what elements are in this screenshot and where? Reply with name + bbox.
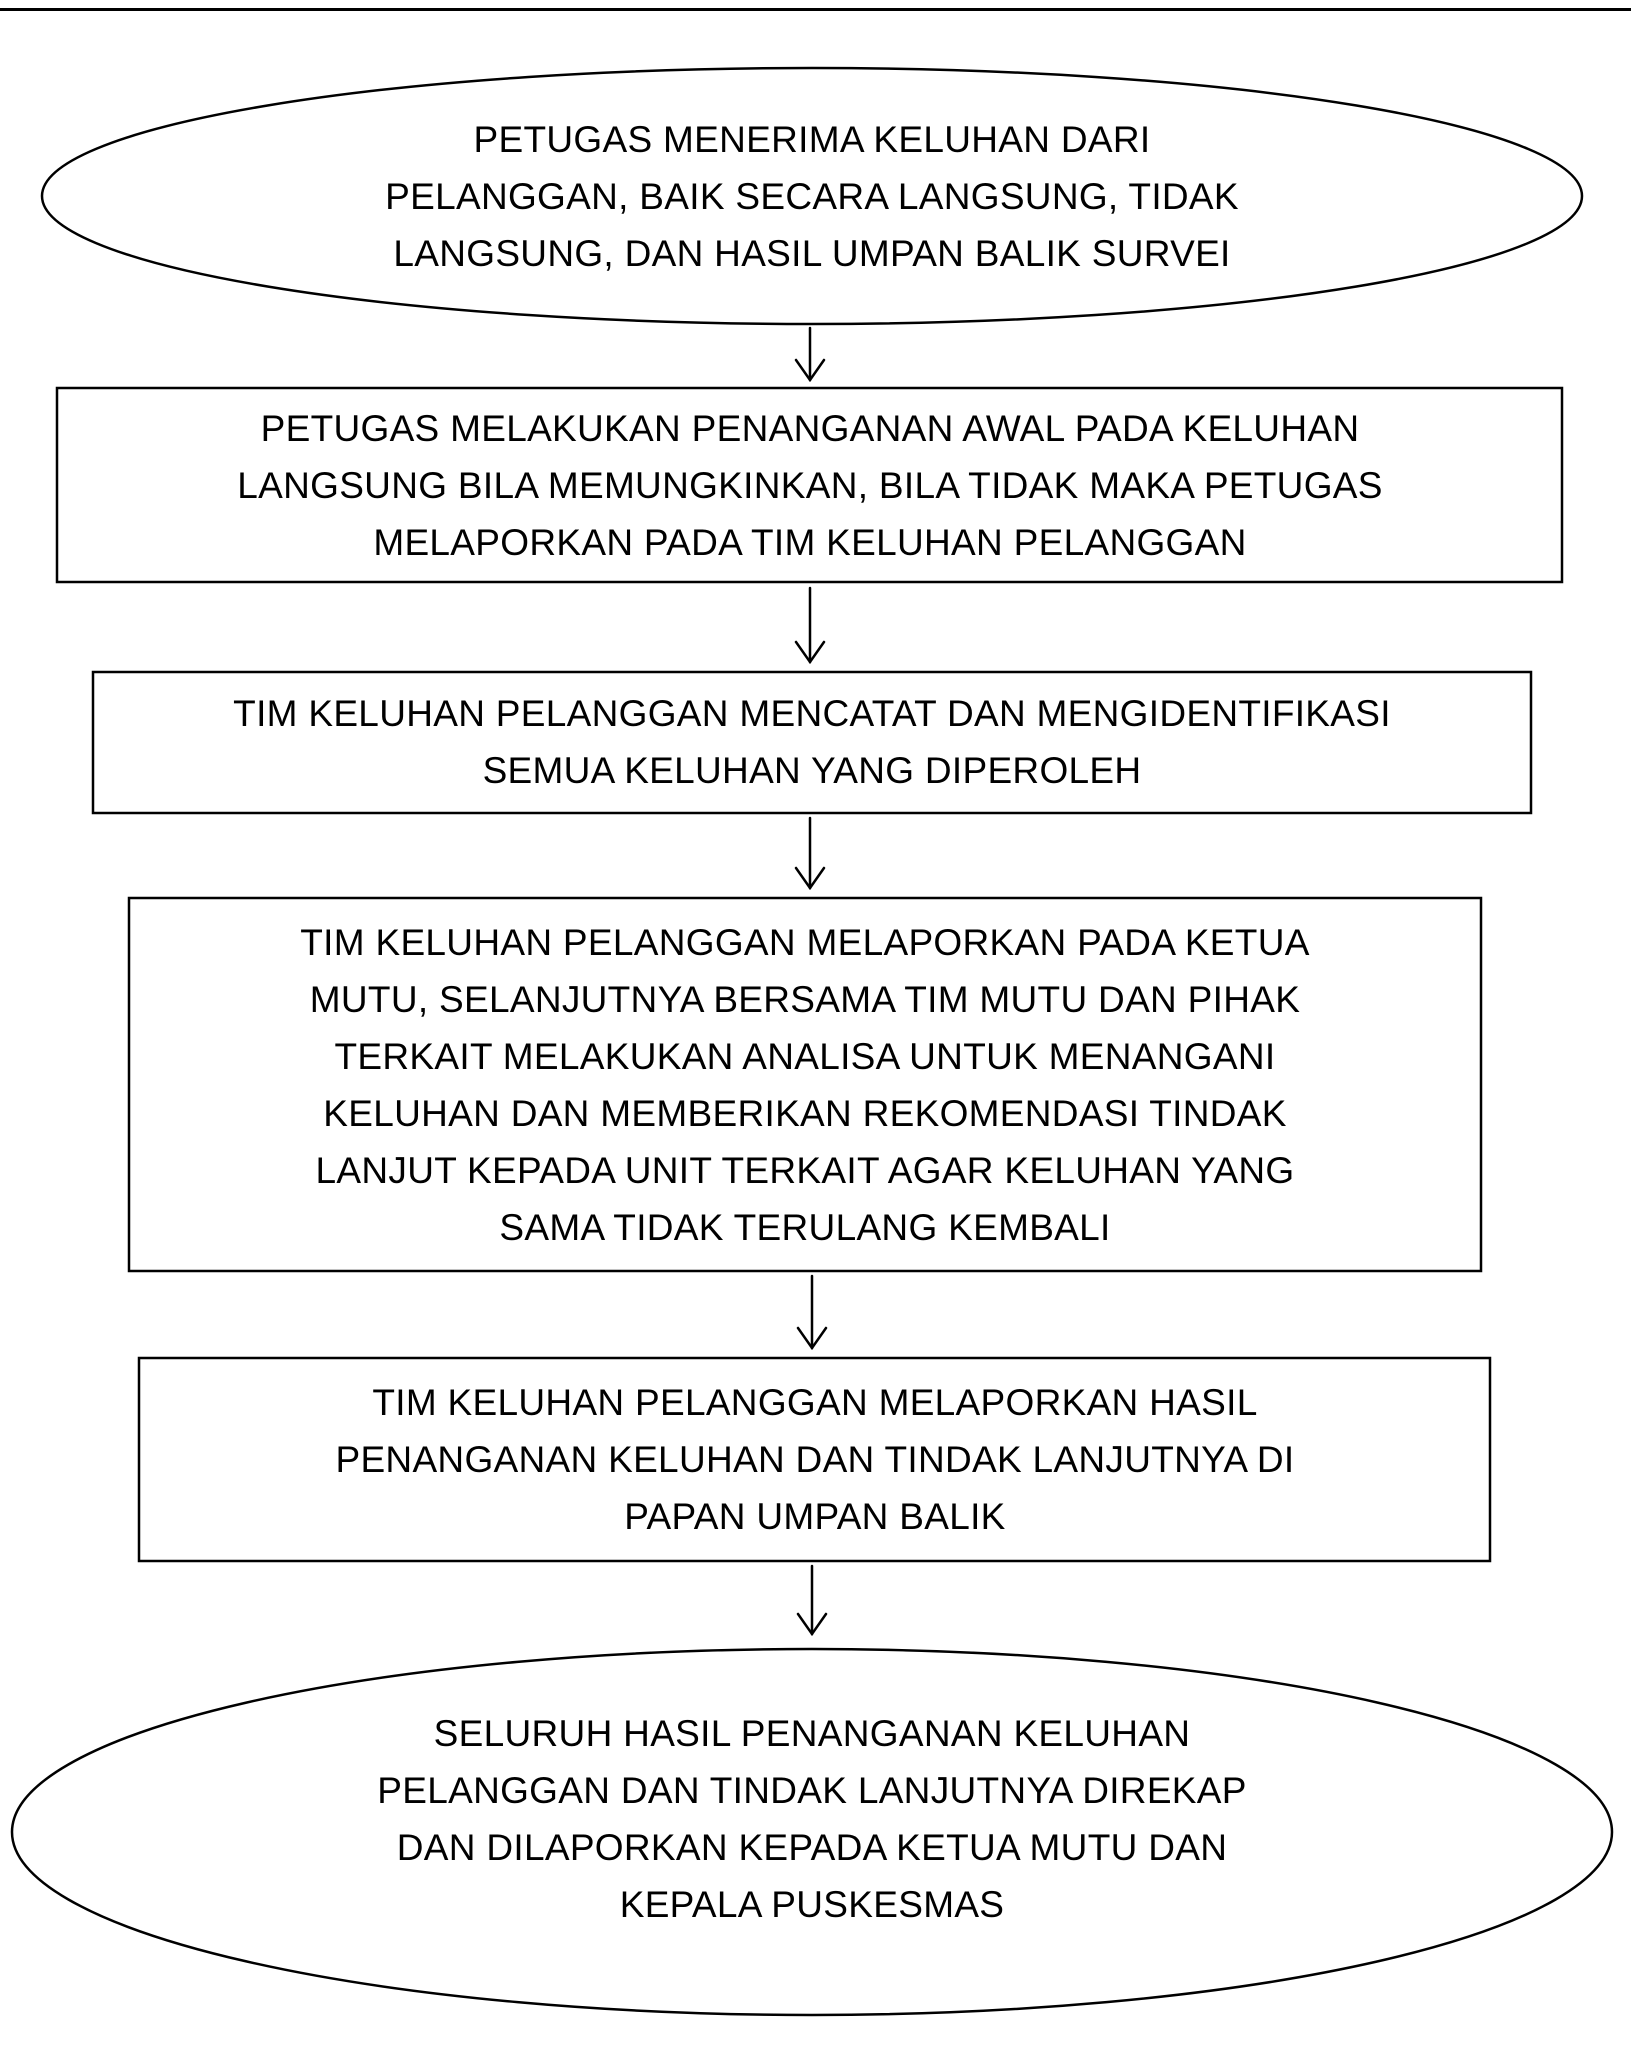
text-line: SELURUH HASIL PENANGANAN KELUHAN: [433, 1713, 1191, 1754]
text-line: PETUGAS MENERIMA KELUHAN DARI: [473, 118, 1151, 160]
text-line: DAN DILAPORKAN KEPADA KETUA MUTU DAN: [396, 1827, 1228, 1868]
text-line: KELUHAN DAN MEMBERIKAN REKOMENDASI TINDAK: [323, 1093, 1287, 1134]
connector-step-4-to-end: [798, 1566, 826, 1634]
text-line: LANJUT KEPADA UNIT TERKAIT AGAR KELUHAN YANG: [315, 1150, 1295, 1191]
connector-start-to-step-1: [796, 328, 824, 380]
text-line: TERKAIT MELAKUKAN ANALISA UNTUK MENANGANI: [334, 1036, 1276, 1077]
text-line: LANGSUNG BILA MEMUNGKINKAN, BILA TIDAK MAKA PETUGAS: [237, 464, 1383, 506]
connector-step-1-to-step-2: [796, 588, 824, 662]
text-line: PENANGANAN KELUHAN DAN TINDAK LANJUTNYA DI: [335, 1438, 1295, 1480]
text-line: PELANGGAN DAN TINDAK LANJUTNYA DIREKAP: [377, 1770, 1247, 1811]
text-line: KEPALA PUSKESMAS: [619, 1884, 1005, 1925]
text-line: PETUGAS MELAKUKAN PENANGANAN AWAL PADA KELUHAN: [260, 407, 1360, 449]
step-4-text: [142, 1360, 1488, 1558]
text-line: TIM KELUHAN PELANGGAN MELAPORKAN PADA KETUA: [300, 922, 1310, 963]
text-line: SAMA TIDAK TERULANG KEMBALI: [499, 1207, 1111, 1248]
text-line: MUTU, SELANJUTNYA BERSAMA TIM MUTU DAN PIHAK: [309, 979, 1301, 1020]
start-step-text: [150, 110, 1474, 282]
text-line: PELANGGAN, BAIK SECARA LANGSUNG, TIDAK: [385, 175, 1239, 217]
step-3-text: [132, 902, 1478, 1268]
text-line: TIM KELUHAN PELANGGAN MENCATAT DAN MENGIDENTIFIKASI: [233, 693, 1391, 734]
connector-step-2-to-step-3: [796, 818, 824, 888]
text-line: SEMUA KELUHAN YANG DIPEROLEH: [482, 750, 1142, 791]
text-line: TIM KELUHAN PELANGGAN MELAPORKAN HASIL: [372, 1381, 1258, 1423]
text-line: PAPAN UMPAN BALIK: [624, 1495, 1006, 1537]
step-1-text: [60, 392, 1560, 578]
connector-step-3-to-step-4: [798, 1276, 826, 1348]
step-2-text: [96, 674, 1528, 810]
end-step-text: [180, 1700, 1444, 1938]
text-line: MELAPORKAN PADA TIM KELUHAN PELANGGAN: [373, 521, 1247, 563]
text-line: LANGSUNG, DAN HASIL UMPAN BALIK SURVEI: [393, 232, 1231, 274]
